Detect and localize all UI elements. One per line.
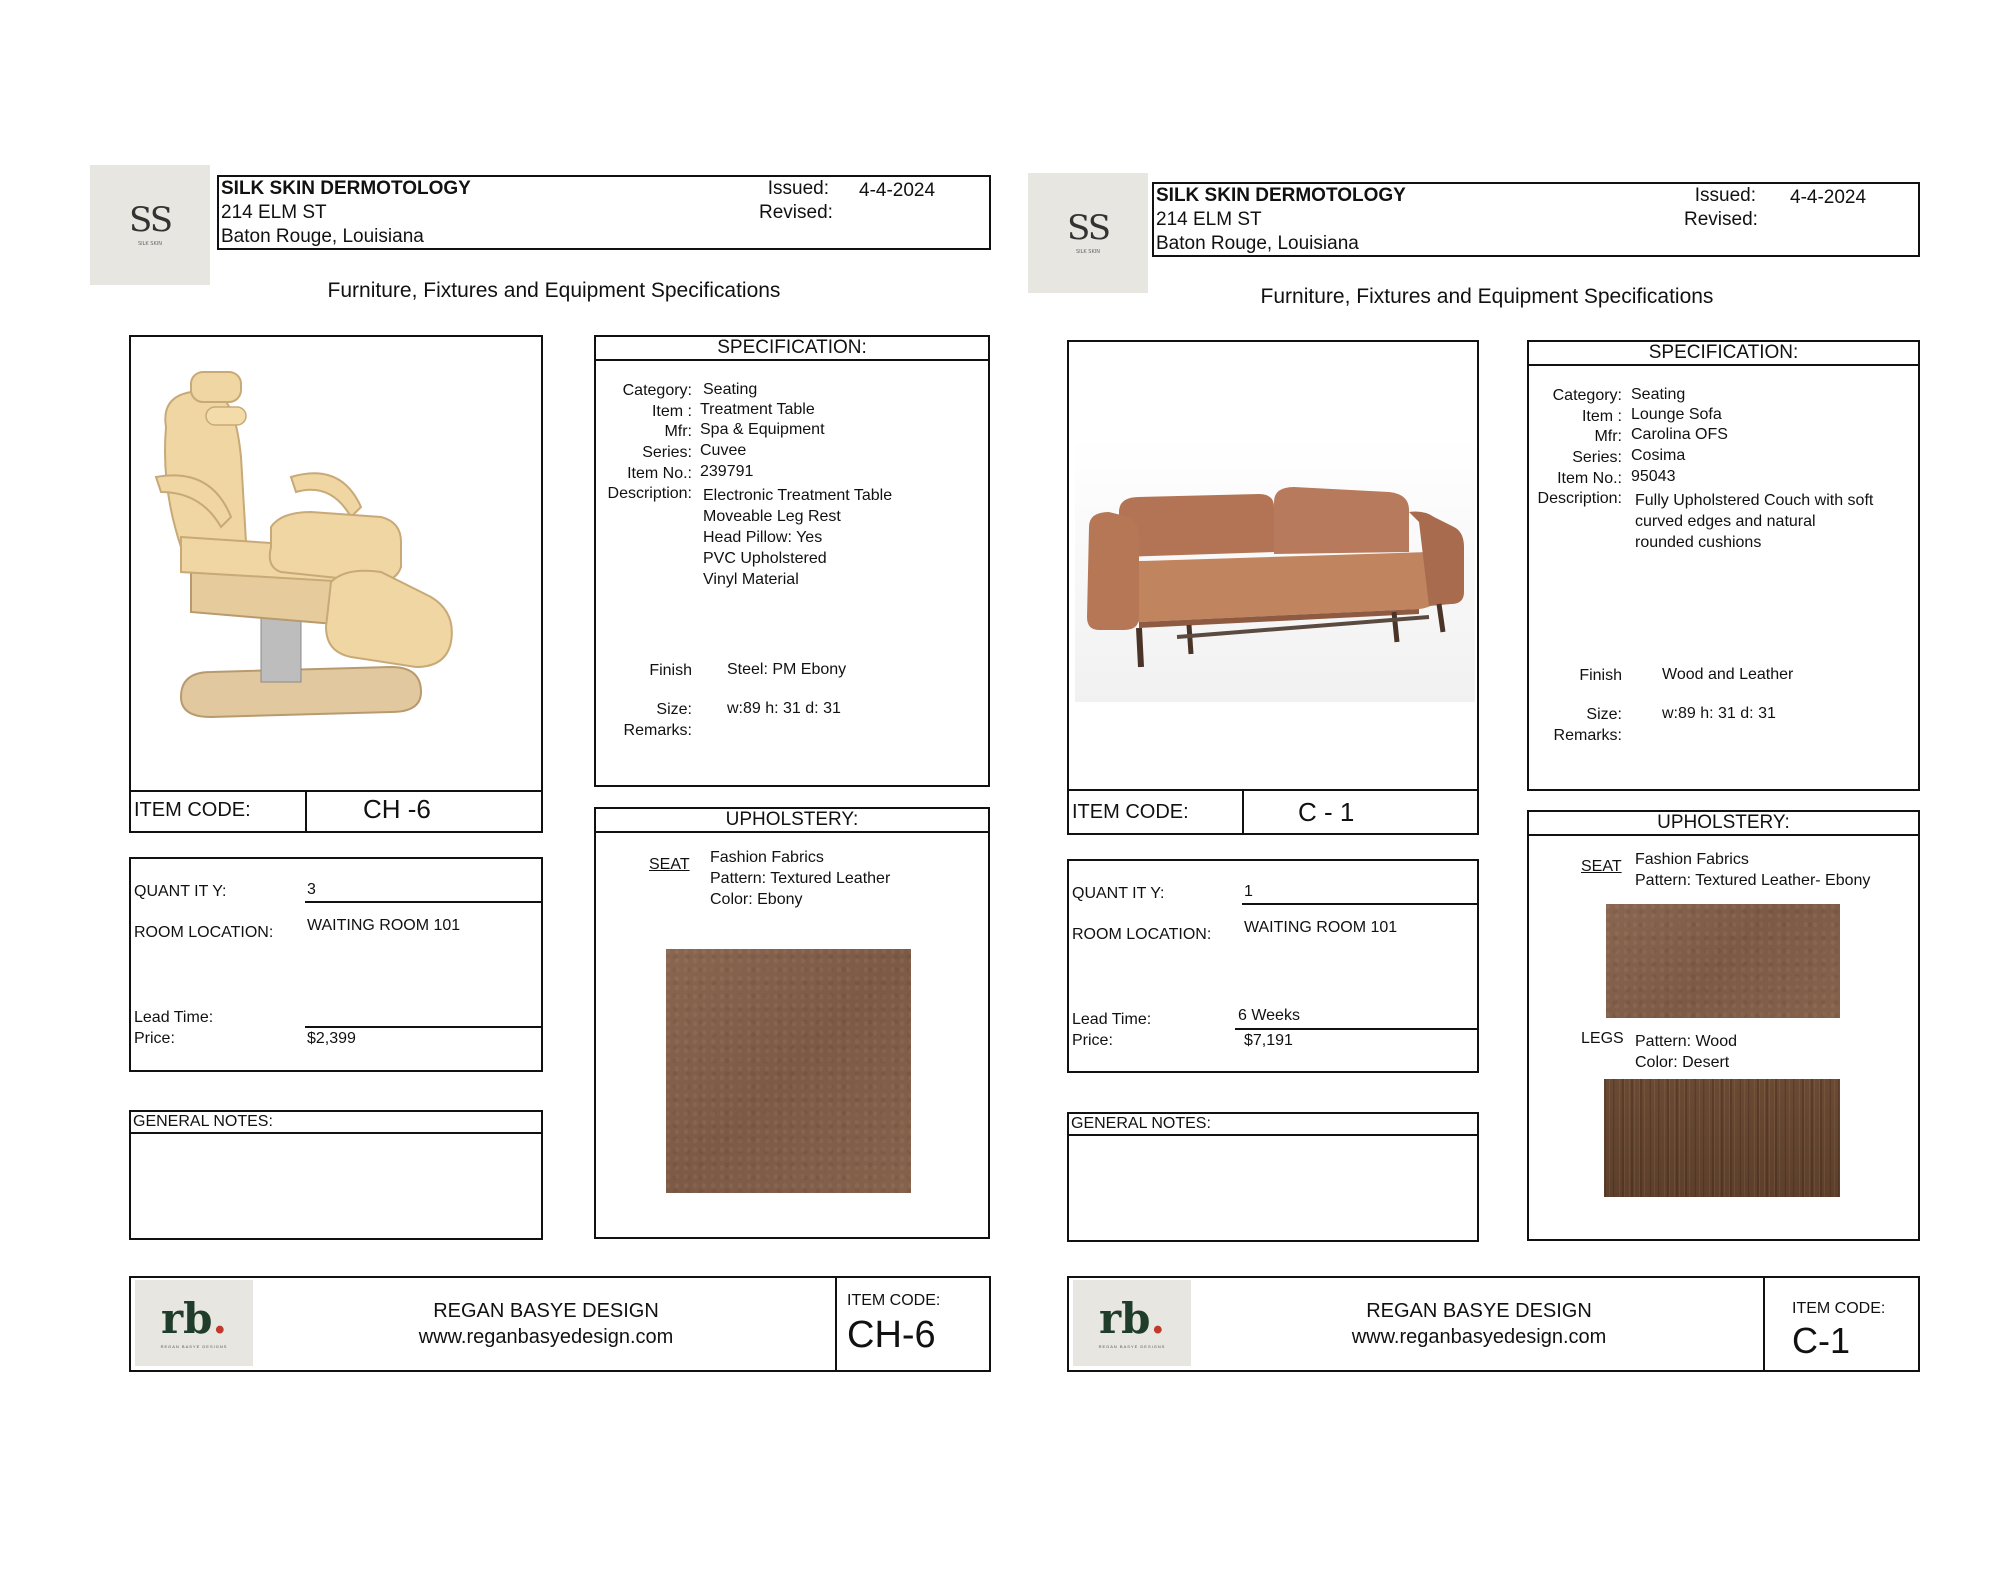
item-number-value: 239791 (700, 463, 754, 480)
client-logo (90, 165, 210, 285)
designer-logo: rb. REGAN BASYE DESIGNS (135, 1280, 253, 1366)
item-number-label: Item No.: (627, 465, 692, 482)
description-line: PVC Upholstered (703, 550, 827, 567)
client-logo-subtitle: SILK SKIN (1076, 249, 1100, 255)
product-image-box (1067, 340, 1479, 835)
designer-website-link[interactable]: www.reganbasyedesign.com (418, 1326, 674, 1348)
designer-website-link[interactable]: www.reganbasyedesign.com (1351, 1326, 1607, 1348)
seat-details (1635, 849, 1870, 891)
description-lines (1635, 490, 1873, 553)
item-code-value: C - 1 (1298, 797, 1355, 827)
description-line: Moveable Leg Rest (703, 508, 841, 525)
price-label: Price: (1072, 1032, 1113, 1049)
manufacturer-label: Mfr: (1594, 428, 1622, 445)
specification-box (1527, 340, 1920, 791)
upholstery-box (1527, 810, 1920, 1241)
client-address-line1: 214 ELM ST (1156, 209, 1262, 230)
designer-company-name: REGAN BASYE DESIGN (1366, 1300, 1592, 1322)
product-image-box (129, 335, 543, 833)
designer-logo-mark: rb (160, 1293, 213, 1343)
seat-detail-line: Color: Ebony (710, 891, 803, 908)
client-logo (1028, 173, 1148, 293)
item-label: Item : (1581, 408, 1622, 425)
designer-logo-subtitle: REGAN BASYE DESIGNS (160, 1343, 228, 1349)
seat-label: SEAT (649, 856, 690, 873)
seat-detail-line: Fashion Fabrics (710, 849, 824, 866)
lead-time-value: 6 Weeks (1238, 1007, 1300, 1024)
client-address-line1: 214 ELM ST (221, 202, 327, 223)
revised-label: Revised: (1684, 209, 1758, 230)
description-line: Vinyl Material (703, 571, 799, 588)
size-value: w:89 h: 31 d: 31 (1662, 705, 1776, 722)
issued-date: 4-4-2024 (859, 180, 936, 201)
lead-time-label: Lead Time: (1072, 1011, 1152, 1028)
finish-value: Wood and Leather (1662, 666, 1794, 683)
category-label: Category: (1552, 387, 1622, 404)
issued-label: Issued: (767, 178, 829, 199)
room-location-value: WAITING ROOM 101 (1244, 919, 1398, 936)
specification-header: SPECIFICATION: (1529, 342, 1918, 366)
price-label: Price: (134, 1030, 175, 1047)
footer-item-code-label: ITEM CODE: (1792, 1300, 1886, 1317)
item-code-value: CH -6 (363, 794, 431, 824)
price-value: $2,399 (307, 1030, 356, 1047)
item-label: Item : (651, 403, 692, 420)
client-logo-monogram: SS (129, 200, 171, 240)
issued-date: 4-4-2024 (1790, 187, 1867, 208)
category-value: Seating (703, 381, 758, 398)
finish-value: Steel: PM Ebony (727, 661, 847, 678)
legs-details (1635, 1031, 1737, 1073)
description-line: Head Pillow: Yes (703, 529, 823, 546)
item-number-value: 95043 (1631, 468, 1676, 485)
revised-label: Revised: (759, 202, 833, 223)
finish-label: Finish (1579, 667, 1622, 684)
lead-time-label: Lead Time: (134, 1009, 214, 1026)
seat-detail-line: Fashion Fabrics (1635, 851, 1749, 868)
page-title: Furniture, Fixtures and Equipment Specifications (1260, 285, 1714, 308)
general-notes-box (1067, 1112, 1479, 1242)
size-label: Size: (1586, 706, 1622, 723)
quantity-value: 3 (307, 881, 316, 898)
series-label: Series: (642, 444, 692, 461)
client-name: SILK SKIN DERMOTOLOGY (221, 178, 471, 199)
upholstery-header: UPHOLSTERY: (1529, 812, 1918, 836)
footer-item-code-value: C-1 (1792, 1320, 1851, 1361)
footer-item-code-value: CH-6 (847, 1314, 936, 1356)
finish-label: Finish (649, 662, 692, 679)
client-address-line2: Baton Rouge, Louisiana (221, 226, 424, 247)
room-location-value: WAITING ROOM 101 (307, 917, 461, 934)
spec-sheet-lounge-sofa (935, 0, 1935, 1571)
client-logo-subtitle: SILK SKIN (138, 241, 162, 247)
leather-swatch (666, 949, 911, 1193)
quantity-label: QUANT IT Y: (134, 883, 227, 900)
seat-label: SEAT (1581, 858, 1622, 875)
size-value: w:89 h: 31 d: 31 (727, 700, 841, 717)
general-notes-label: GENERAL NOTES: (131, 1112, 541, 1134)
designer-footer (129, 1276, 991, 1372)
quantity-value: 1 (1244, 883, 1253, 900)
page-title: Furniture, Fixtures and Equipment Specifications (327, 279, 781, 302)
description-line: Fully Upholstered Couch with soft (1635, 492, 1874, 509)
designer-company-name: REGAN BASYE DESIGN (433, 1300, 659, 1322)
general-notes-box (129, 1110, 543, 1240)
legs-detail-line: Color: Desert (1635, 1054, 1730, 1071)
remarks-label: Remarks: (1553, 727, 1622, 744)
description-lines (703, 485, 892, 590)
quantity-label: QUANT IT Y: (1072, 885, 1165, 902)
series-value: Cosima (1631, 447, 1686, 464)
description-label: Description: (607, 485, 692, 502)
seat-detail-line: Pattern: Textured Leather- Ebony (1635, 872, 1871, 889)
description-line: curved edges and natural (1635, 513, 1816, 530)
designer-logo-subtitle: REGAN BASYE DESIGNS (1098, 1343, 1166, 1349)
quantity-location-box (1067, 859, 1479, 1073)
upholstery-header: UPHOLSTERY: (596, 809, 988, 833)
manufacturer-value: Carolina OFS (1631, 426, 1728, 443)
manufacturer-value: Spa & Equipment (700, 421, 825, 438)
legs-detail-line: Pattern: Wood (1635, 1033, 1737, 1050)
remarks-label: Remarks: (623, 722, 692, 739)
item-value: Treatment Table (700, 401, 815, 418)
size-label: Size: (656, 701, 692, 718)
upholstery-box (594, 807, 990, 1239)
description-line: Electronic Treatment Table (703, 487, 893, 504)
designer-footer (1067, 1276, 1920, 1372)
issued-label: Issued: (1694, 185, 1756, 206)
quantity-location-box (129, 857, 543, 1072)
client-logo-monogram: SS (1067, 208, 1109, 248)
category-label: Category: (622, 382, 692, 399)
seat-details (710, 847, 890, 910)
item-number-label: Item No.: (1557, 470, 1622, 487)
specification-header: SPECIFICATION: (596, 337, 988, 361)
leather-swatch (1606, 904, 1840, 1018)
item-code-label: ITEM CODE: (134, 799, 251, 821)
designer-logo: rb. REGAN BASYE DESIGNS (1073, 1280, 1191, 1366)
seat-detail-line: Pattern: Textured Leather (710, 870, 891, 887)
client-header-box (217, 175, 991, 250)
general-notes-label: GENERAL NOTES: (1069, 1114, 1477, 1136)
item-value: Lounge Sofa (1631, 406, 1722, 423)
description-line: rounded cushions (1635, 534, 1762, 551)
client-header-box (1152, 182, 1920, 257)
category-value: Seating (1631, 386, 1686, 403)
treatment-table-image (151, 367, 521, 767)
item-code-label: ITEM CODE: (1072, 801, 1189, 823)
lounge-sofa-image (1079, 482, 1474, 682)
manufacturer-label: Mfr: (664, 423, 692, 440)
client-name: SILK SKIN DERMOTOLOGY (1156, 185, 1406, 206)
wood-swatch (1604, 1079, 1840, 1197)
footer-item-code-label: ITEM CODE: (847, 1292, 941, 1309)
designer-logo-mark: rb (1098, 1293, 1151, 1343)
specification-box (594, 335, 990, 787)
room-location-label: ROOM LOCATION: (1072, 926, 1212, 943)
description-label: Description: (1537, 490, 1622, 507)
series-label: Series: (1572, 449, 1622, 466)
room-location-label: ROOM LOCATION: (134, 924, 274, 941)
price-value: $7,191 (1244, 1032, 1293, 1049)
client-address-line2: Baton Rouge, Louisiana (1156, 233, 1359, 254)
legs-label: LEGS (1581, 1030, 1624, 1047)
series-value: Cuvee (700, 442, 747, 459)
